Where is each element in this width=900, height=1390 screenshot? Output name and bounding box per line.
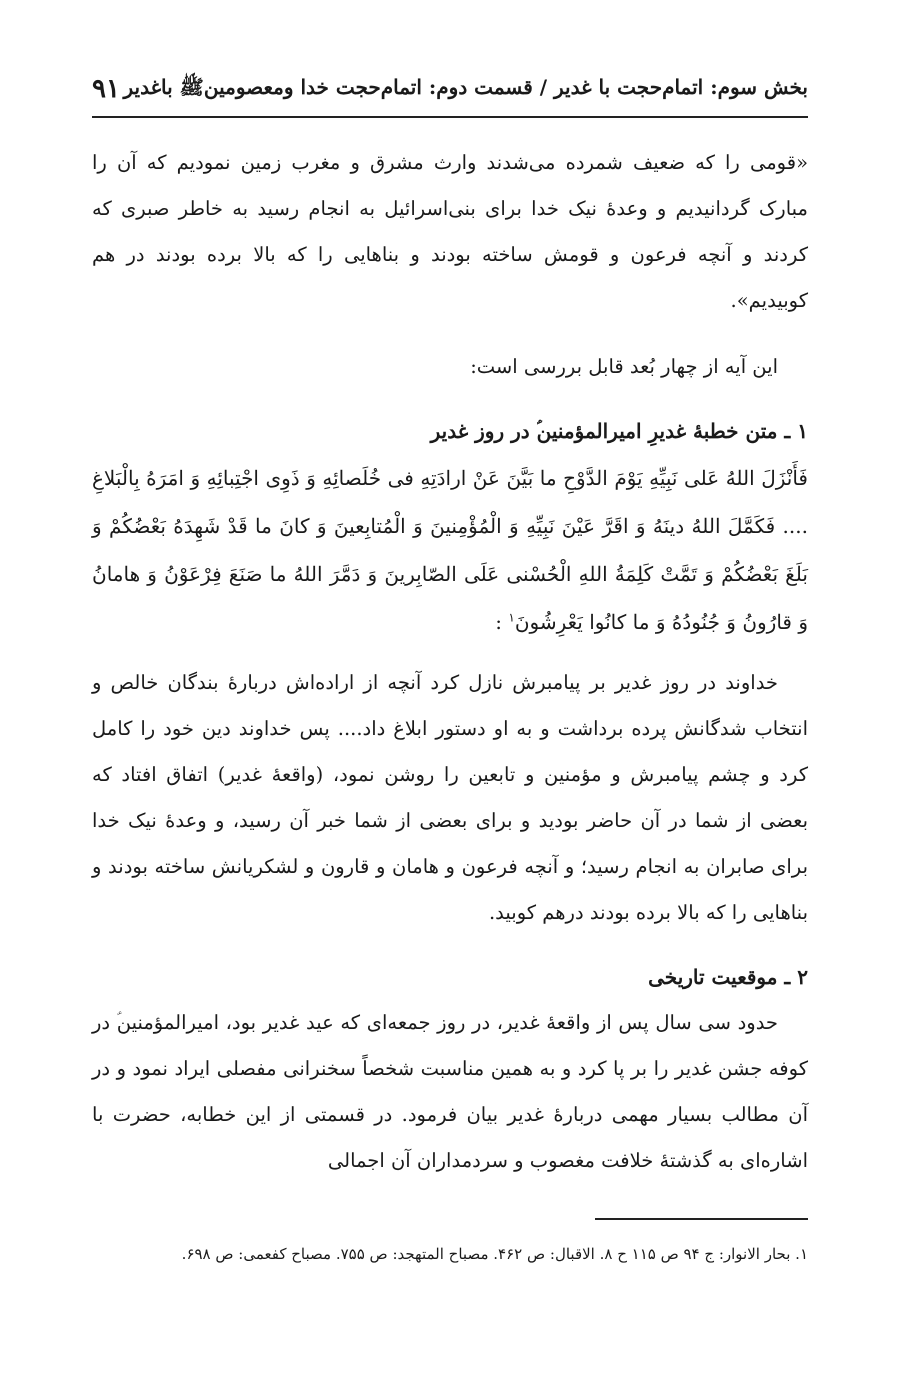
- section-heading-1: ۱ ـ متن خطبهٔ غدیرِ امیرالمؤمنین‌ؑ در روز غدیر: [430, 419, 808, 443]
- running-header: [92, 62, 808, 118]
- footnote-divider: [595, 1218, 808, 1220]
- arabic-text: فَأَنْزَلَ اللهُ عَلی نَبِیِّهِ یَوْمَ الدَّوْحِ ما بَیَّنَ عَنْ ارادَتِهِ فی خُلَصائِهِ وَ ذَوِی اجْتِبائِهِ وَ امَرَهُ بِالْبَلاغِ .... فَکَمَّلَ اللهُ دینَهُ وَ اقَرَّ عَیْنَ نَبِیِّهِ وَ الْمُؤْمِنینَ وَ الْمُتابِعینَ وَ کانَ ما قَدْ شَهِدَهُ بَعْضُکُمْ وَ بَلَغَ بَعْضُکُمْ وَ تَمَّتْ کَلِمَةُ اللهِ الْحُسْنی عَلَی الصّابِرینَ وَ دَمَّرَ اللهُ ما صَنَعَ فِرْعَوْنُ وَ هامانُ وَ قارُونُ وَ جُنُودُهُ وَ ما کانُوا یَعْرِشُونَ: [92, 466, 808, 634]
- header-title: بخش سوم: اتمام‌حجت با غدیر / قسمت دوم: اتمام‌حجت خدا ومعصومین‌ﷺ باغدیر: [123, 74, 808, 99]
- page-body: [92, 140, 808, 1184]
- arabic-end: :: [495, 610, 503, 634]
- intro-paragraph: این آیه از چهار بُعد قابل بررسی است:: [470, 355, 778, 378]
- translation-paragraph: خداوند در روز غدیر بر پیامبرش نازل کرد آنچه از اراده‌اش دربارهٔ بندگان خالص و انتخاب شدگانش پرده برداشت و به او دستور ابلاغ داد.... پس خداوند دین خود را کامل کرد و چشم پیامبرش و مؤمنین و تابعین را روشن نمود، (واقعهٔ غدیر) اتفاق افتاد که بعضی از شما در آن حاضر بودید و برای بعضی از شما خبر آن رسید، و وعدهٔ نیک خدا برای صابران به انجام رسید؛ و آنچه فرعون و هامان و قارون و لشکریانش ساخته بودند و بناهایی را که بالا برده بودند درهم کوبید.: [92, 671, 809, 924]
- quote-paragraph: «قومی را که ضعیف شمرده می‌شدند وارث مشرق و مغرب زمین نمودیم که آن را مبارک گردانیدیم و وعدهٔ نیک خدا برای بنی‌اسرائیل به انجام رسید به خاطر صبری که کردند و آنچه فرعون و قومش ساخته بودند و بناهایی را که بالا برده بودند در هم کوبیدیم».: [92, 151, 808, 312]
- history-paragraph: حدود سی سال پس از واقعهٔ غدیر، در روز جمعه‌ای که عید غدیر بود، امیرالمؤمنین‌ؑ در کوفه جشن غدیر را بر پا کرد و به همین مناسبت شخصاً سخنرانی مفصلی ایراد نمود و در آن مطالب بسیار مهمی دربارهٔ غدیر بیان فرمود. در قسمتی از این خطابه، حضرت با اشاره‌ای به گذشتهٔ خلافت مغصوب و سردمداران آن اجمالی: [92, 1011, 808, 1172]
- section-heading-2: ۲ ـ موقعیت تاریخی: [648, 965, 808, 989]
- footnote-ref[interactable]: ۱: [508, 610, 515, 625]
- page-number: ۹۱: [92, 74, 120, 104]
- arabic-sermon-text: [92, 454, 808, 646]
- footnote: ۱. بحار الانوار: ج ۹۴ ص ۱۱۵ ح ۸. الاقبال: ص ۴۶۲. مصباح المتهجد: ص ۷۵۵. مصباح کفعمی: ص ۶۹۸.: [181, 1245, 808, 1263]
